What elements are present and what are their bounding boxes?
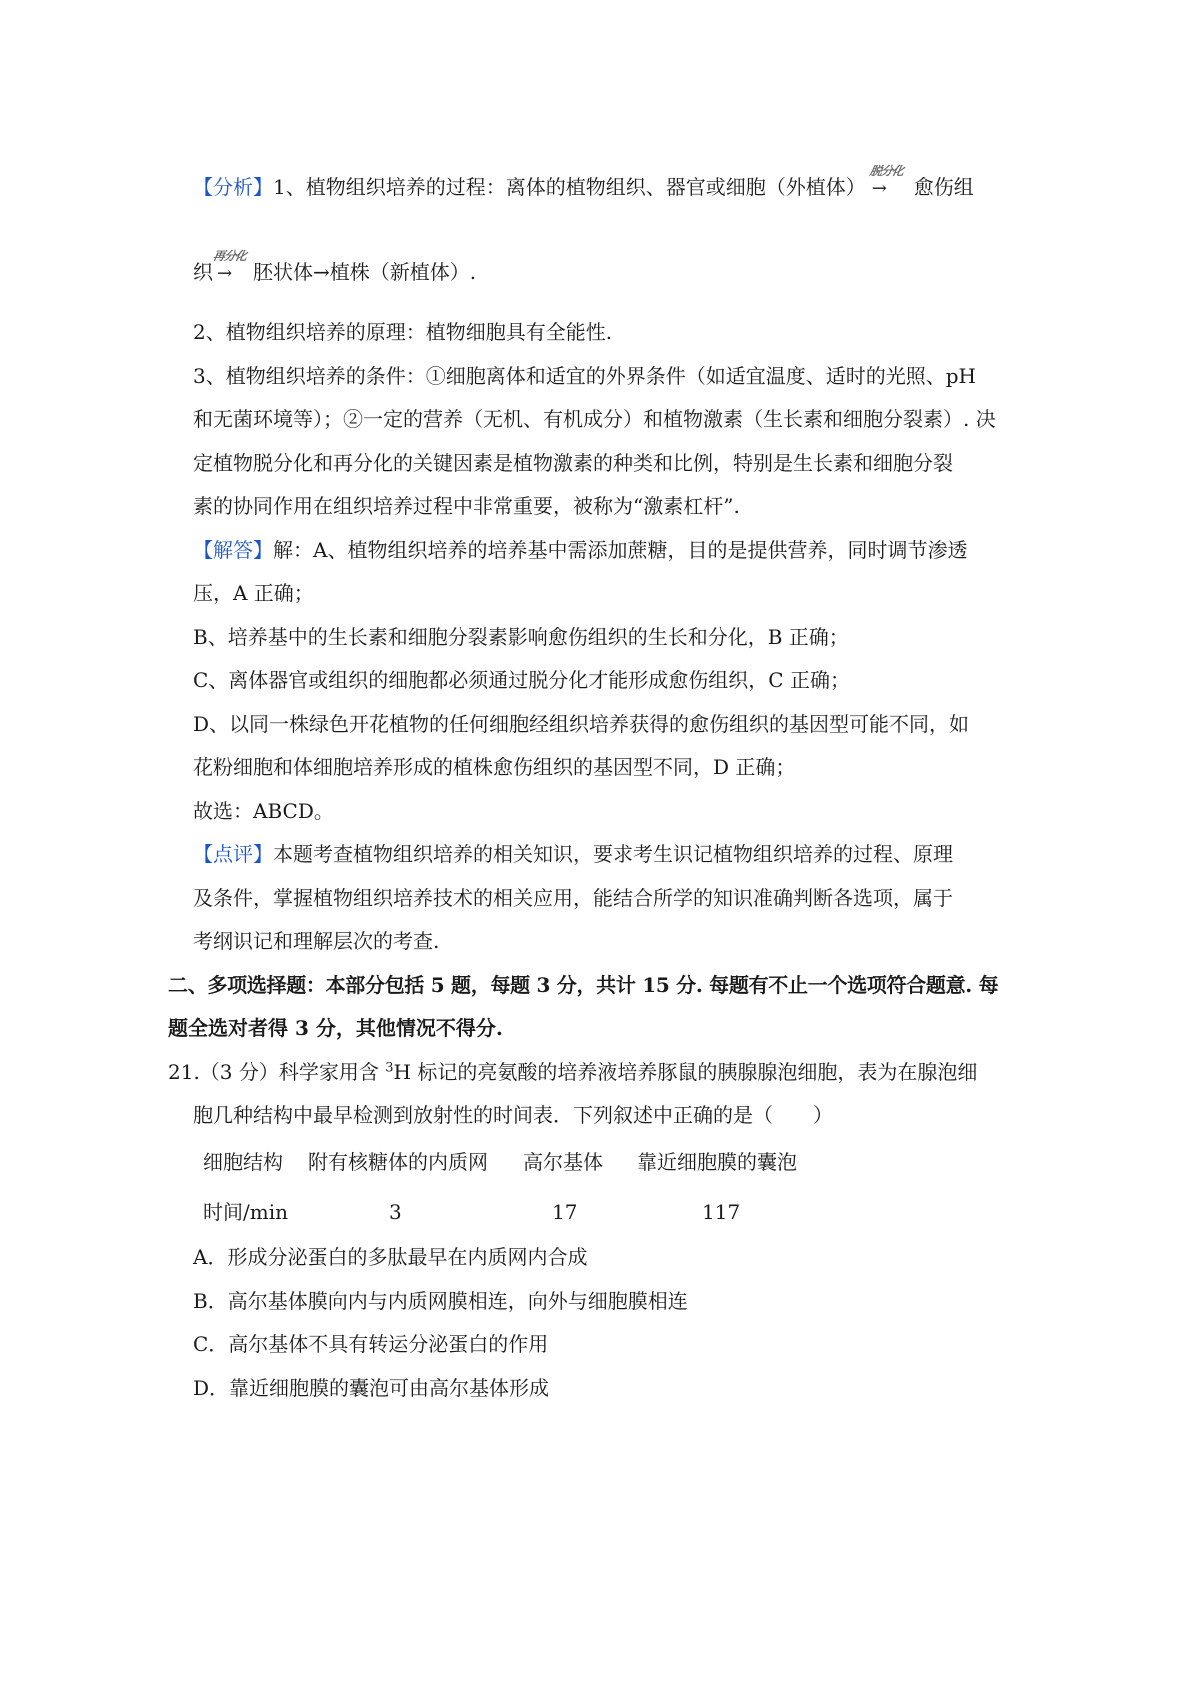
table-header-cell: 细胞结构 xyxy=(203,1150,283,1174)
analysis-conditions-1: 3、植物组织培养的条件：①细胞离体和适宜的外界条件（如适宜温度、适时的光照、pH xyxy=(193,364,976,388)
analysis-conditions-4: 素的协同作用在组织培养过程中非常重要，被称为“激素杠杆”. xyxy=(193,494,740,518)
analysis-line-2 xyxy=(193,249,477,287)
answer-tag: 【解答】 xyxy=(193,538,273,562)
option-c: C．高尔基体不具有转运分泌蛋白的作用 xyxy=(193,1332,549,1356)
table-header-cell: 附有核糖体的内质网 xyxy=(308,1150,488,1174)
table-header-cell: 靠近细胞膜的囊泡 xyxy=(637,1150,797,1174)
dedifferentiation-label: 脱分化 xyxy=(868,164,904,178)
isotope-superscript: 3 xyxy=(385,1060,394,1076)
analysis-tag: 【分析】 xyxy=(193,175,273,199)
question21-text-1a: 21.（3 分）科学家用含 xyxy=(168,1060,386,1084)
option-d: D．靠近细胞膜的囊泡可由高尔基体形成 xyxy=(193,1376,550,1400)
analysis-line-1 xyxy=(193,164,974,202)
analysis-conditions-3: 定植物脱分化和再分化的关键因素是植物激素的种类和比例，特别是生长素和细胞分裂 xyxy=(193,451,953,475)
answer-line-6: 花粉细胞和体细胞培养形成的植株愈伤组织的基因型不同，D 正确； xyxy=(193,755,796,779)
table-cell: 117 xyxy=(702,1200,741,1224)
option-b: B．高尔基体膜向内与内质网膜相连，向外与细胞膜相连 xyxy=(193,1289,688,1313)
answer-line-3: B、培养基中的生长素和细胞分裂素影响愈伤组织的生长和分化，B 正确； xyxy=(193,625,849,649)
answer-line-4: C、离体器官或组织的细胞都必须通过脱分化才能形成愈伤组织，C 正确； xyxy=(193,668,850,692)
dedifferentiation-arrow xyxy=(866,164,914,202)
comment-line-1 xyxy=(193,839,953,869)
comment-line-2: 及条件，掌握植物组织培养技术的相关应用，能结合所学的知识准确判断各选项，属于 xyxy=(193,886,953,910)
analysis-principle: 2、植物组织培养的原理：植物细胞具有全能性. xyxy=(193,320,613,344)
answer-line-1 xyxy=(193,535,967,565)
section2-heading-2: 题全选对者得 3 分，其他情况不得分. xyxy=(168,1016,503,1040)
analysis-conditions-2: 和无菌环境等）；②一定的营养（无机、有机成分）和植物激素（生长素和细胞分裂素）. 决 xyxy=(193,407,996,431)
table-cell: 17 xyxy=(552,1200,578,1224)
arrow-icon: → xyxy=(871,178,887,199)
table-cell: 3 xyxy=(389,1200,402,1224)
analysis-text-1b: 愈伤组 xyxy=(913,175,974,199)
answer-choice: 故选：ABCD。 xyxy=(193,799,334,823)
answer-line-5: D、以同一株绿色开花植物的任何细胞经组织培养获得的愈伤组织的基因型可能不同，如 xyxy=(193,712,970,736)
comment-text-1: 本题考查植物组织培养的相关知识，要求考生识记植物组织培养的过程、原理 xyxy=(273,842,953,866)
section2-heading-1: 二、多项选择题：本部分包括 5 题，每题 3 分，共计 15 分. 每题有不止一个选项符合题意. 每 xyxy=(168,973,999,997)
question21-line-1 xyxy=(168,1057,977,1087)
analysis-text-1a: 1、植物组织培养的过程：离体的植物组织、器官或细胞（外植体） xyxy=(273,175,866,199)
question21-line-2: 胞几种结构中最早检测到放射性的时间表．下列叙述中正确的是（ ） xyxy=(193,1103,833,1127)
question21-text-1b: H 标记的亮氨酸的培养液培养豚鼠的胰腺腺泡细胞，表为在腺泡细 xyxy=(393,1060,978,1084)
analysis-text-1d: 胚状体→植株（新植体）. xyxy=(253,260,477,284)
redifferentiation-arrow xyxy=(211,249,253,287)
arrow-icon: → xyxy=(217,263,233,284)
table-header-cell: 高尔基体 xyxy=(523,1150,603,1174)
option-a: A．形成分泌蛋白的多肽最早在内质网内合成 xyxy=(193,1245,588,1269)
answer-line-2: 压，A 正确； xyxy=(193,581,314,605)
table-cell: 时间/min xyxy=(203,1200,288,1224)
comment-tag: 【点评】 xyxy=(193,842,273,866)
redifferentiation-label: 再分化 xyxy=(211,249,248,263)
comment-line-3: 考纲识记和理解层次的考查. xyxy=(193,929,440,953)
answer-text-1: 解：A、植物组织培养的培养基中需添加蔗糖，目的是提供营养，同时调节渗透 xyxy=(273,538,968,562)
analysis-text-1c: 织 xyxy=(193,260,213,284)
